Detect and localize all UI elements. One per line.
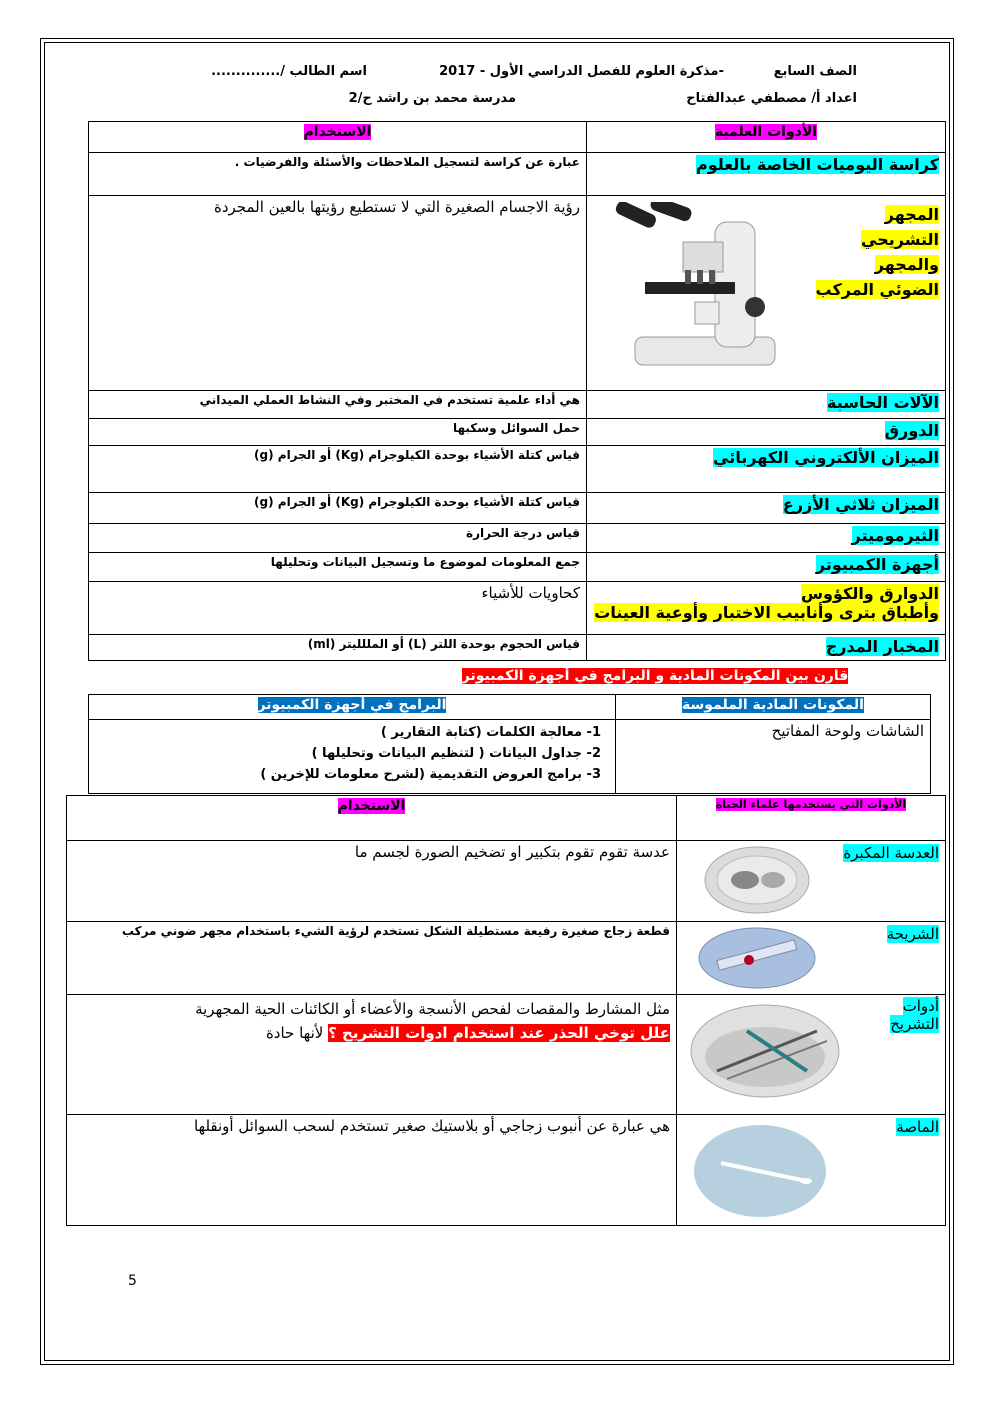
use-pipette: هي عبارة عن أنبوب زجاجي أو بلاستيك صغير تستخدم لسحب السوائل أونقلها (67, 1115, 677, 1226)
use-dissection: مثل المشارط والمقصات لفحص الأنسجة والأعضاء أو الكائنات الحية المجهرية علل توخي الحذر عند استخدام ادوات التشريح ؟ لأنها حادة (67, 995, 677, 1115)
tool-pipette: الماصة (677, 1115, 946, 1226)
use-microscope: رؤية الاجسام الصغيرة التي لا تستطيع رؤيتها بالعين المجردة (89, 196, 587, 391)
col-header-life-use: الاستخدام (67, 796, 677, 841)
use-containers: كحاويات للأشياء (89, 582, 587, 635)
caution-question: علل توخي الحذر عند استخدام ادوات التشريح ؟ (328, 1024, 670, 1042)
use-thermometer: قياس درجة الحرارة (89, 524, 587, 553)
scientific-tools-table (88, 121, 946, 661)
tool-containers: الدوارق والكؤوس وأطباق بترى وأنابيب الاختبار وأوعية العينات (587, 582, 946, 635)
tool-magnifier: العدسة المكبرة (677, 841, 946, 922)
use-magnifier: عدسة تقوم تقوم بتكبير او تضخيم الصورة لجسم ما (67, 841, 677, 922)
col-header-software: البرامج في أجهزة الكمبيوتر (89, 695, 616, 720)
tool-slide: الشريحة (677, 922, 946, 995)
magnifier-image (701, 845, 813, 915)
use-calculator: هي أداء علمية تستخدم في المختبر وفي النشاط العملي الميداني (89, 391, 587, 419)
hardware-examples: الشاشات ولوحة المفاتيح (616, 720, 931, 794)
tool-dissection: أدوات التشريح (677, 995, 946, 1115)
caution-answer: لأنها حادة (265, 1024, 329, 1042)
tool-thermometer: الثيرموميتر (587, 524, 946, 553)
slide-image (697, 926, 817, 991)
student-name-field: اسم الطالب /.............. (211, 64, 367, 79)
use-graduated-cylinder: قياس الحجوم بوحدة اللتر (L) أو المللليتر (ml) (89, 635, 587, 661)
life-science-tools-table (66, 795, 946, 1226)
tool-triple-beam-balance: الميزان ثلاثي الأزرع (587, 493, 946, 524)
page-number: 5 (128, 1273, 137, 1289)
tool-microscope: المجهر التشريحي والمجهر الضوئي المركب (587, 196, 946, 391)
software-examples (89, 720, 616, 794)
software-item: 1- معالجة الكلمات (كتابة التقارير ) (380, 725, 601, 740)
tool-journal: كراسة اليوميات الخاصة بالعلوم (587, 153, 946, 196)
col-header-life-tools: الأدوات التي يستخدمها علماء الحياة (677, 796, 946, 841)
col-header-hardware: المكونات المادية الملموسة (616, 695, 931, 720)
tool-computers: أجهزة الكمبيوتر (587, 553, 946, 582)
tool-electronic-balance: الميزان الألكتروني الكهربائي (587, 446, 946, 493)
col-header-use: الاستخدام (89, 122, 587, 153)
col-header-tools: الأدوات العلمية (587, 122, 946, 153)
microscope-image (605, 202, 785, 372)
dissection-tools-image (687, 1001, 843, 1101)
grade-label: الصف السابع (773, 64, 857, 79)
pipette-image (691, 1123, 829, 1219)
tool-calculator: الآلات الحاسبة (587, 391, 946, 419)
prepared-by: اعداد أ/ مصطفي عبدالفتاح (686, 91, 857, 106)
use-triple-beam-balance: قياس كتلة الأشياء بوحدة الكيلوجرام (Kg) أو الجرام (g) (89, 493, 587, 524)
tool-flask: الدورق (587, 419, 946, 446)
compare-table (88, 694, 931, 794)
use-computers: جمع المعلومات لموضوع ما وتسجيل البيانات وتحليلها (89, 553, 587, 582)
use-flask: حمل السوائل وسكبها (89, 419, 587, 446)
school-name: مدرسة محمد بن راشد ح/2 (348, 91, 516, 106)
software-item: 3- برامج العروض التقديمية (لشرح معلومات للإخرين ) (260, 767, 601, 782)
use-electronic-balance: قياس كتلة الأشياء بوحدة الكيلوجرام (Kg) أو الجرام (g) (89, 446, 587, 493)
tool-graduated-cylinder: المخبار المدرج (587, 635, 946, 661)
use-slide: قطعة زجاج صغيرة رفيعة مستطيلة الشكل تستخدم لرؤية الشيء باستخدام مجهر ضوني مركب (67, 922, 677, 995)
software-item: 2- جداول البيانات ( لتنظيم البيانات وتحليلها ) (311, 746, 601, 761)
use-journal: عبارة عن كراسة لتسجيل الملاحظات والأسئلة والفرضيات . (89, 153, 587, 196)
compare-banner: قارن بين المكونات المادية و البرامج في أجهزة الكمبيوتر (461, 668, 849, 684)
notes-title: -مذكرة العلوم للفصل الدراسي الأول - 2017 (439, 64, 724, 79)
